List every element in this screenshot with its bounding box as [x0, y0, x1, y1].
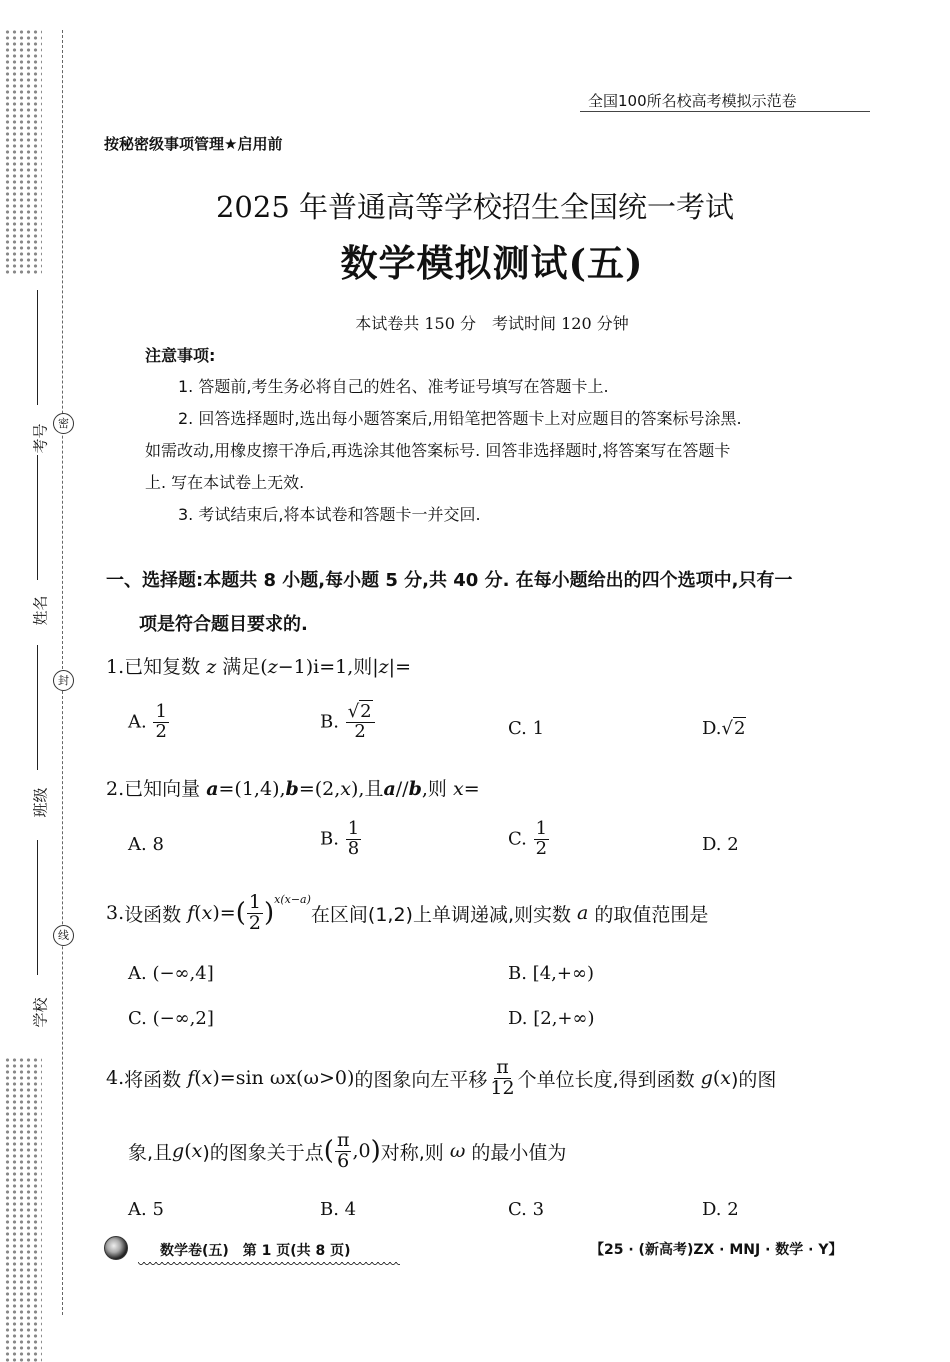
- notes-item-2-line-1: 2. 回答选择题时,选出每小题答案后,用铅笔把答题卡上对应题目的答案标号涂黑.: [178, 409, 742, 428]
- notes-heading: 注意事项:: [145, 346, 216, 365]
- name-line: [37, 455, 38, 580]
- dot-strip-bottom: [4, 1058, 42, 1362]
- exam-info: 本试卷共 150 分 考试时间 120 分钟: [355, 314, 629, 333]
- seal-feng: 封: [53, 670, 74, 691]
- q4-option-c[interactable]: C. 3: [508, 1199, 545, 1220]
- subject-title: 数学模拟测试(五): [340, 241, 644, 285]
- secret-notice: 按秘密级事项管理★启用前: [104, 135, 283, 153]
- footer-page-info: 数学卷(五) 第 1 页(共 8 页): [160, 1243, 351, 1259]
- notes-item-2-line-3: 上. 写在本试卷上无效.: [145, 473, 305, 492]
- q2-option-b[interactable]: B. $\frac{1}{8}$: [320, 818, 360, 859]
- school-label: 学校: [31, 997, 50, 1028]
- class-label: 班级: [31, 787, 50, 818]
- q4-option-b[interactable]: B. 4: [320, 1199, 357, 1220]
- footer-code: 【25 · (新高考)ZX · MNJ · 数学 · Y】: [590, 1242, 843, 1258]
- footer-logo-icon: [104, 1236, 128, 1260]
- name-label: 姓名: [31, 595, 50, 626]
- q3-option-c[interactable]: C. (−∞,2]: [128, 1008, 214, 1029]
- q3-option-a[interactable]: A. (−∞,4]: [128, 963, 214, 984]
- q2-option-d[interactable]: D. 2: [702, 834, 739, 855]
- q1-option-b[interactable]: B. $\frac{√2}{2}$: [320, 703, 376, 742]
- question-4-cont: 象,且 g ( x )的图象关于点 ( $\frac{\pi}{6}$ ,0 ) 对称,则 ω 的最小值为: [128, 1129, 567, 1172]
- notes-item-2-line-2: 如需改动,用橡皮擦干净后,再选涂其他答案标号. 回答非选择题时,将答案写在答题卡: [145, 441, 731, 460]
- exam-title: 2025 年普通高等学校招生全国统一考试: [215, 190, 735, 224]
- exam-no-line: [37, 290, 38, 405]
- question-4: 4. 将函数 f ( x )=sin ωx(ω>0) 的图象向左平移 $\frac{\pi}{12}$ 个单位长度,得到函数 g ( x )的图: [106, 1056, 777, 1099]
- question-1: 1.已知复数 z 满足(z−1)i=1,则|z|=: [106, 656, 411, 678]
- q1-option-c[interactable]: C. 1: [508, 718, 545, 739]
- question-3: 3. 设函数 f ( x )= ( $\frac{1}{2}$ ) $^{x(x-a)}$ 在区间(1,2)上单调递减,则实数 a 的取值范围是: [106, 891, 709, 934]
- exam-no-label: 考号: [31, 423, 50, 454]
- q2-option-a[interactable]: A. 8: [128, 834, 164, 855]
- q3-option-b[interactable]: B. [4,+∞): [508, 963, 594, 984]
- seal-xian: 线: [53, 925, 74, 946]
- seal-mi: 密: [53, 413, 74, 434]
- notes-item-1: 1. 答题前,考生务必将自己的姓名、准考证号填写在答题卡上.: [178, 377, 609, 396]
- q1-option-a[interactable]: A. $\frac{1}{2}$: [128, 701, 167, 742]
- footer-wave-rule: [138, 1262, 400, 1266]
- school-line: [37, 840, 38, 975]
- q2-option-c[interactable]: C. $\frac{1}{2}$: [508, 818, 548, 859]
- question-2: 2.已知向量 a=(1,4),b=(2,x),且a//b,则 x=: [106, 778, 480, 800]
- q4-option-d[interactable]: D. 2: [702, 1199, 739, 1220]
- q1-option-d[interactable]: D.√2: [702, 718, 746, 739]
- header-banner-rule: [580, 111, 870, 112]
- q3-option-d[interactable]: D. [2,+∞): [508, 1008, 595, 1029]
- q4-option-a[interactable]: A. 5: [128, 1199, 164, 1220]
- notes-item-3: 3. 考试结束后,将本试卷和答题卡一并交回.: [178, 505, 481, 524]
- section-1-heading-cont: 项是符合题目要求的.: [139, 614, 308, 635]
- class-line: [37, 645, 38, 770]
- section-1-heading: 一、选择题:本题共 8 小题,每小题 5 分,共 40 分. 在每小题给出的四个选项中,只有一: [106, 570, 793, 591]
- header-banner: 全国100所名校高考模拟示范卷: [588, 92, 797, 110]
